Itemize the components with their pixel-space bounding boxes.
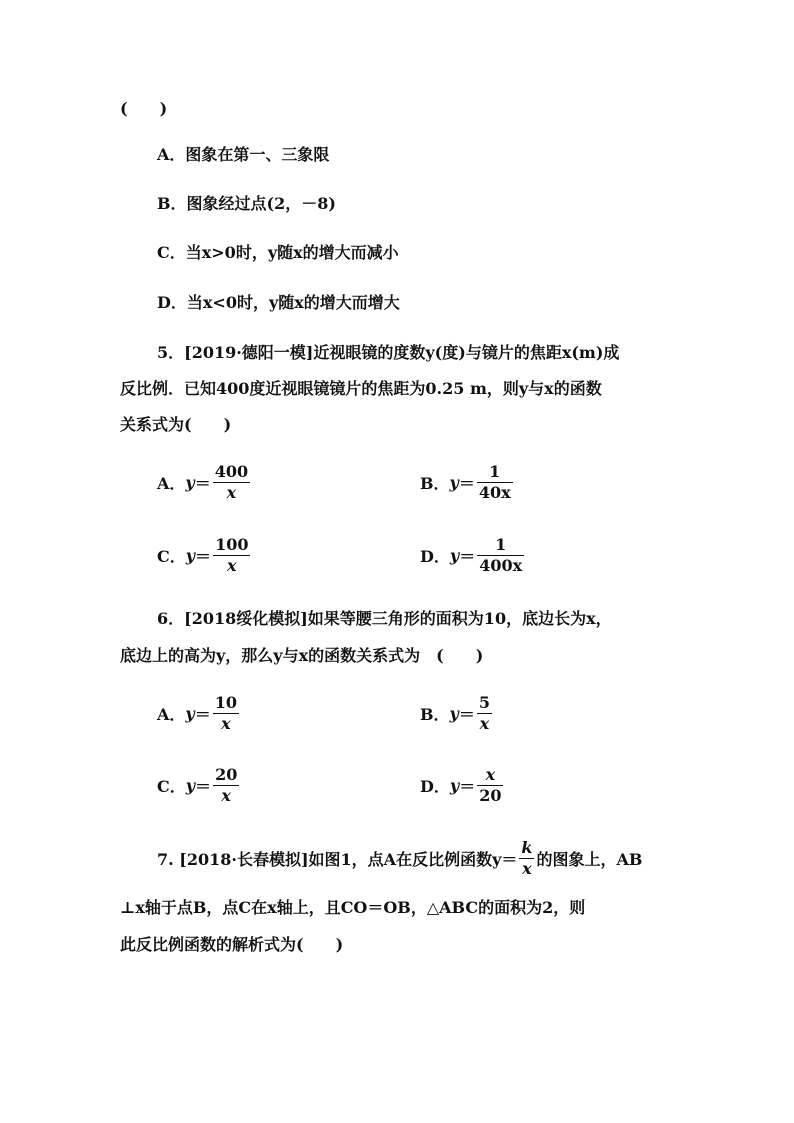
q4-option-c: C．当x>0时，y随x的增大而减小 bbox=[157, 243, 399, 262]
q5-option-a bbox=[157, 462, 252, 503]
option-label: A． bbox=[157, 474, 186, 493]
var-y: y bbox=[449, 704, 459, 723]
option-label: C． bbox=[157, 777, 186, 796]
denominator: x bbox=[522, 859, 532, 878]
q6-option-b bbox=[420, 693, 494, 734]
q5-option-d bbox=[420, 535, 526, 576]
fraction bbox=[477, 765, 503, 806]
equals: ＝ bbox=[194, 705, 211, 724]
fraction bbox=[519, 838, 534, 879]
var-y: y bbox=[449, 473, 459, 492]
q5-option-b bbox=[420, 462, 515, 503]
fraction bbox=[213, 462, 250, 503]
q5-stem-line1: 5．[2019·德阳一模]近视眼镜的度数y(度)与镜片的焦距x(m)成 bbox=[157, 343, 620, 362]
equals: ＝ bbox=[459, 777, 476, 796]
q4-option-a: A．图象在第一、三象限 bbox=[157, 145, 330, 164]
option-label: C． bbox=[157, 547, 186, 566]
numerator: 100 bbox=[215, 535, 249, 554]
equals: ＝ bbox=[194, 474, 211, 493]
numerator: 400 bbox=[214, 462, 249, 481]
q6-stem-line1: 6．[2018绥化模拟]如果等腰三角形的面积为10，底边长为x， bbox=[157, 609, 612, 628]
fraction bbox=[477, 693, 492, 734]
equals: ＝ bbox=[459, 547, 476, 566]
q4-option-b: B．图象经过点(2，－8) bbox=[157, 194, 336, 213]
denominator: x bbox=[226, 556, 237, 575]
fraction bbox=[213, 535, 250, 576]
var-y: y bbox=[185, 473, 195, 492]
fraction bbox=[477, 462, 513, 503]
numerator: 1 bbox=[495, 535, 507, 554]
equals: ＝ bbox=[458, 474, 475, 493]
numerator: 1 bbox=[489, 462, 501, 481]
q7-text-post: 的图象上，AB bbox=[536, 850, 643, 869]
q7-stem-line3: 此反比例函数的解析式为( ) bbox=[120, 935, 344, 954]
option-label: D． bbox=[420, 547, 450, 566]
var-y: y bbox=[449, 776, 460, 795]
var-y: y bbox=[185, 704, 195, 723]
option-label: B． bbox=[420, 474, 450, 493]
q4-option-d: D．当x<0时，y随x的增大而增大 bbox=[157, 293, 400, 312]
denominator: x bbox=[226, 483, 237, 502]
numerator: x bbox=[485, 765, 496, 784]
denominator: x bbox=[221, 786, 231, 805]
denominator: x bbox=[221, 714, 231, 733]
equals: ＝ bbox=[458, 705, 475, 724]
var-y: y bbox=[449, 546, 460, 565]
answer-paren: ( ) bbox=[120, 99, 168, 118]
fraction bbox=[477, 535, 524, 576]
var-y: y bbox=[185, 776, 196, 795]
fraction bbox=[213, 693, 239, 734]
q5-stem-line3: 关系式为( ) bbox=[120, 415, 232, 434]
equals: ＝ bbox=[195, 547, 212, 566]
numerator: k bbox=[521, 838, 533, 857]
var-y: y bbox=[185, 546, 196, 565]
q6-option-c bbox=[157, 765, 241, 806]
fraction bbox=[213, 765, 239, 806]
q6-option-a bbox=[157, 693, 241, 734]
q6-stem-line2: 底边上的高为y，那么y与x的函数关系式为 ( ) bbox=[120, 646, 484, 665]
q6-option-d bbox=[420, 765, 505, 806]
option-label: B． bbox=[420, 705, 450, 724]
option-label: A． bbox=[157, 705, 186, 724]
q7-stem-line2: ⊥x轴于点B，点C在x轴上，且CO＝OB，△ABC的面积为2，则 bbox=[120, 898, 586, 917]
q7-stem-line1 bbox=[157, 838, 642, 879]
option-label: D． bbox=[420, 777, 450, 796]
denominator: 40x bbox=[478, 483, 511, 502]
numerator: 5 bbox=[478, 693, 490, 712]
denominator: x bbox=[479, 714, 490, 733]
q7-text-pre: 7. [2018·长春模拟]如图1，点A在反比例函数y＝ bbox=[157, 850, 518, 869]
denominator: 400x bbox=[479, 556, 523, 575]
denominator: 20 bbox=[479, 786, 502, 805]
q5-option-c bbox=[157, 535, 252, 576]
numerator: 20 bbox=[215, 765, 238, 784]
numerator: 10 bbox=[214, 693, 237, 712]
q5-stem-line2: 反比例．已知400度近视眼镜镜片的焦距为0.25 m，则y与x的函数 bbox=[120, 379, 602, 398]
equals: ＝ bbox=[195, 777, 212, 796]
